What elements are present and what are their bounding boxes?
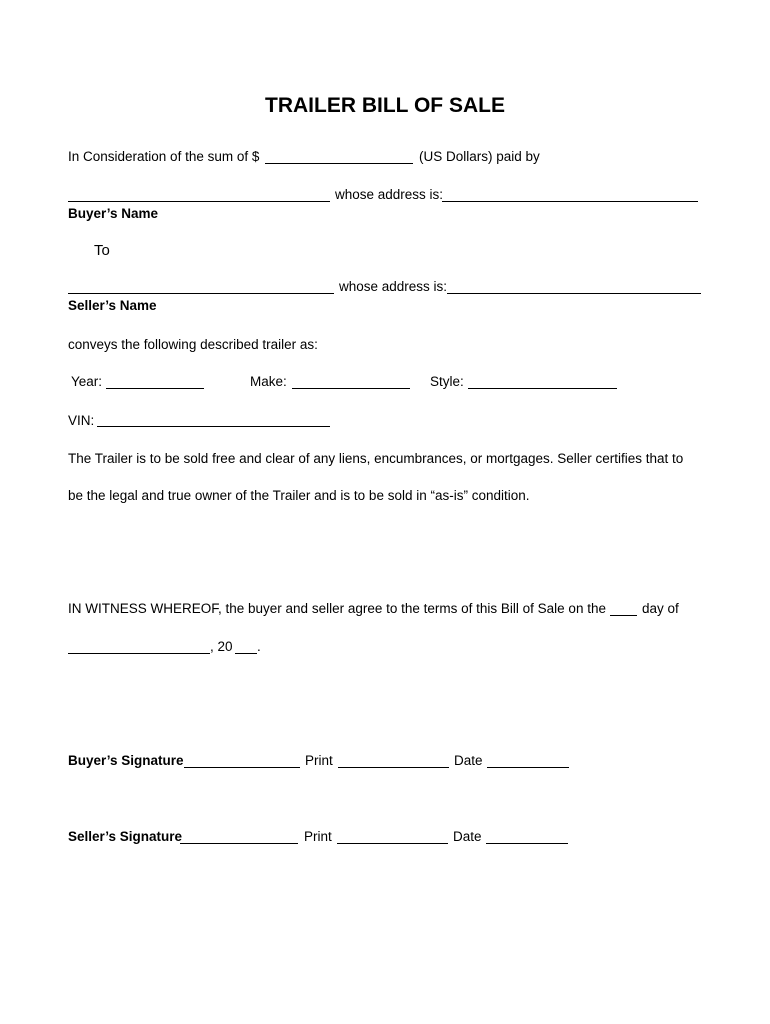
- document-title: TRAILER BILL OF SALE: [265, 94, 505, 117]
- buyer-signature-label: Buyer’s Signature: [68, 753, 184, 768]
- buyer-name-blank[interactable]: [68, 201, 330, 202]
- style-label: Style:: [430, 374, 464, 389]
- buyer-signature-blank[interactable]: [184, 767, 300, 768]
- buyer-date-blank[interactable]: [487, 767, 569, 768]
- make-label: Make:: [250, 374, 287, 389]
- year-blank[interactable]: [106, 388, 204, 389]
- buyer-name-label: Buyer’s Name: [68, 206, 159, 221]
- seller-address-blank[interactable]: [447, 293, 701, 294]
- witness-line-prefix: IN WITNESS WHEREOF, the buyer and seller agree to the terms of this Bill of Sale on the: [68, 601, 606, 616]
- conveys-text: conveys the following described trailer as:: [68, 337, 318, 352]
- seller-signature-blank[interactable]: [180, 843, 298, 844]
- make-blank[interactable]: [292, 388, 410, 389]
- buyer-print-blank[interactable]: [338, 767, 449, 768]
- seller-name-blank[interactable]: [68, 293, 334, 294]
- witness-year-suffix: .: [257, 639, 261, 654]
- witness-line-suffix: day of: [642, 601, 679, 616]
- buyer-date-label: Date: [454, 753, 483, 768]
- seller-whose-address-label: whose address is:: [339, 279, 448, 294]
- vin-label: VIN:: [68, 413, 95, 428]
- year-label: Year:: [71, 374, 103, 389]
- buyer-address-blank[interactable]: [442, 201, 698, 202]
- terms-line-2: be the legal and true owner of the Trailer and is to be sold in “as-is” condition.: [68, 488, 530, 503]
- vin-blank[interactable]: [97, 426, 330, 427]
- buyer-print-label: Print: [305, 753, 333, 768]
- witness-year-prefix: , 20: [210, 639, 233, 654]
- terms-line-1: The Trailer is to be sold free and clear of any liens, encumbrances, or mortgages. Seller certifies that to: [68, 451, 684, 466]
- seller-name-label: Seller’s Name: [68, 298, 157, 313]
- style-blank[interactable]: [468, 388, 617, 389]
- witness-day-blank[interactable]: [610, 615, 637, 616]
- seller-print-blank[interactable]: [337, 843, 448, 844]
- seller-print-label: Print: [304, 829, 332, 844]
- witness-year-blank[interactable]: [235, 653, 257, 654]
- seller-date-blank[interactable]: [486, 843, 568, 844]
- sum-amount-blank[interactable]: [265, 163, 413, 164]
- witness-month-blank[interactable]: [68, 653, 210, 654]
- seller-signature-label: Seller’s Signature: [68, 829, 183, 844]
- to-label: To: [94, 242, 110, 259]
- seller-date-label: Date: [453, 829, 482, 844]
- consideration-suffix: (US Dollars) paid by: [419, 149, 540, 164]
- consideration-prefix: In Consideration of the sum of $: [68, 149, 260, 164]
- buyer-whose-address-label: whose address is:: [335, 187, 444, 202]
